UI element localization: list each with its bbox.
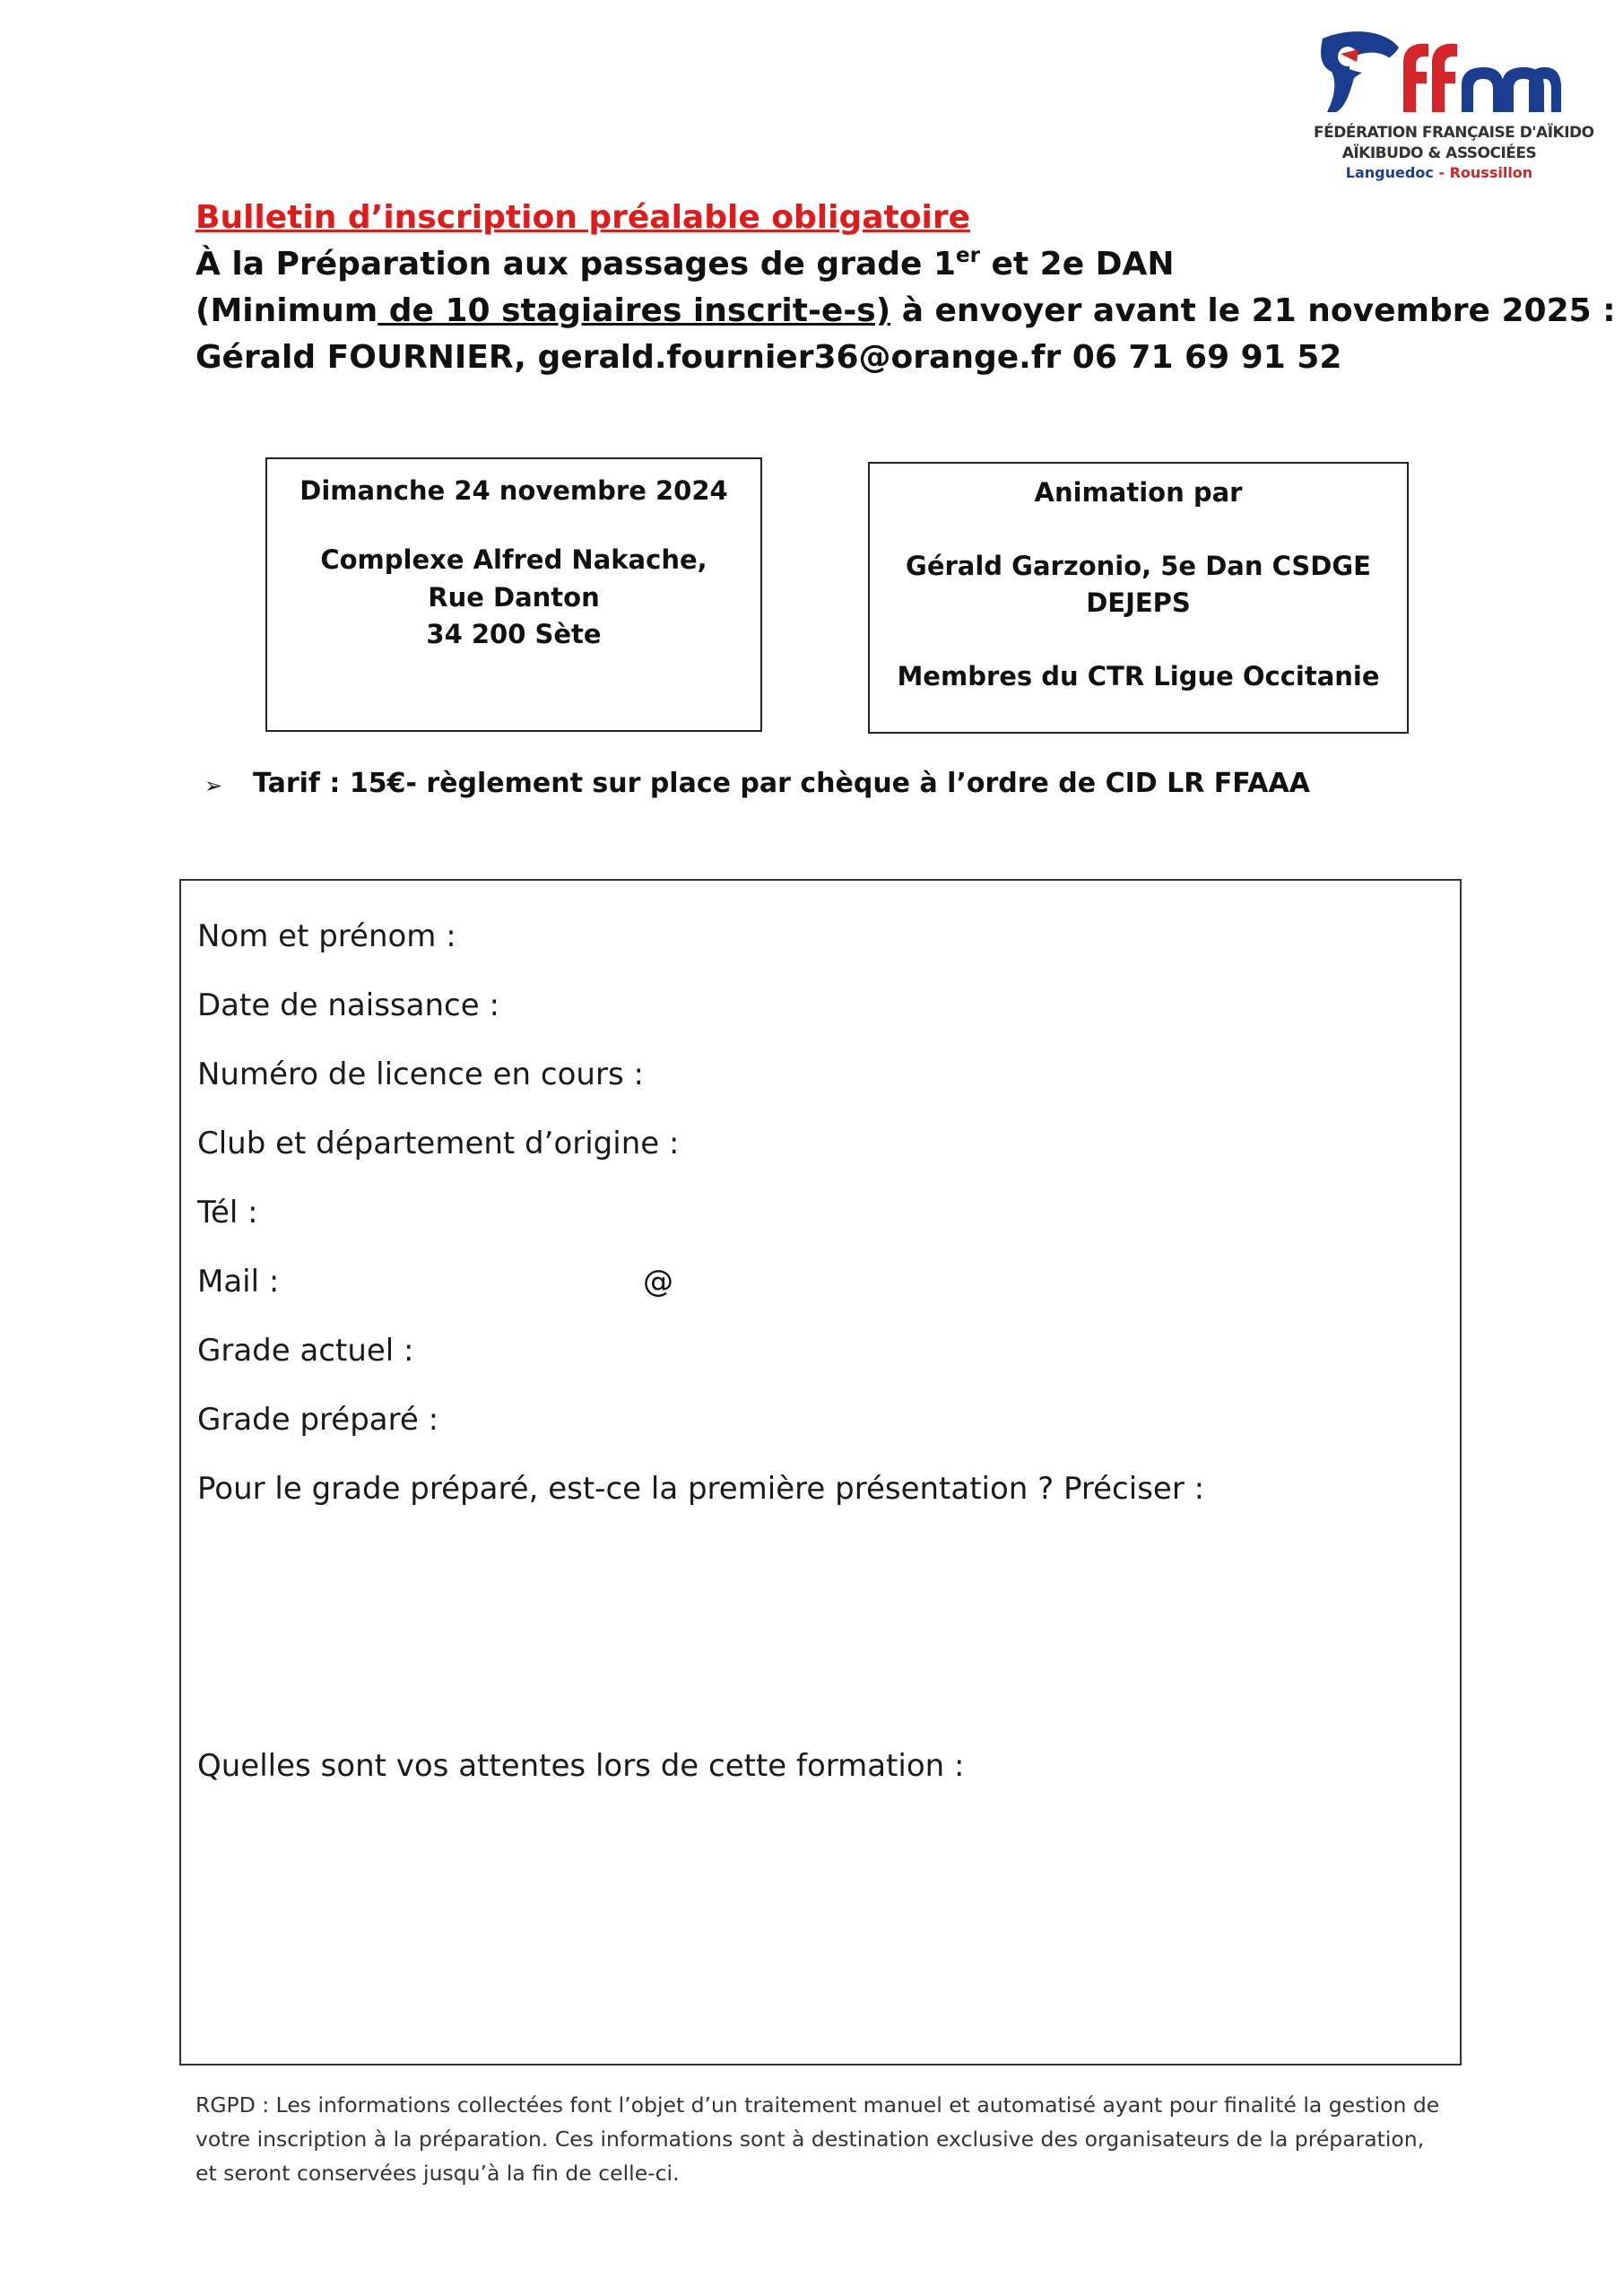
license-field-label[interactable]: Numéro de licence en cours : (197, 1057, 644, 1092)
birthdate-field-label[interactable]: Date de naissance : (197, 987, 499, 1023)
event-date: Dimanche 24 novembre 2024 (299, 475, 728, 506)
tarif-text: Tarif : 15€- règlement sur place par chèque à l’ordre de CID LR FFAAA (253, 768, 1310, 799)
name-field-label[interactable]: Nom et prénom : (197, 918, 456, 954)
logo-region-a: Languedoc (1345, 164, 1434, 181)
phone-field-label[interactable]: Tél : (197, 1195, 258, 1231)
header-line-2 (195, 246, 1175, 283)
logo-federation-name: FÉDÉRATION FRANÇAISE D'AÏKIDO (1314, 124, 1594, 142)
first-presentation-field-label[interactable]: Pour le grade préparé, est-ce la première présentation ? Préciser : (197, 1471, 1205, 1507)
header-line-2-sup: er (956, 244, 980, 267)
mail-field-label[interactable]: Mail : (197, 1264, 280, 1300)
header-line-2-text: À la Préparation aux passages de grade 1 (195, 246, 957, 283)
animation-diploma: DEJEPS (1086, 587, 1191, 618)
animation-info-box (868, 462, 1409, 734)
header-line-3-b: de 10 stagiaires inscrit-e-s) (378, 292, 891, 329)
logo-region (1314, 164, 1565, 181)
logo-region-b: - Roussillon (1433, 164, 1533, 181)
header-line-3 (195, 292, 1616, 329)
header-line-2-tail: et 2e DAN (979, 246, 1175, 283)
ffaaa-logo-mark (1314, 22, 1565, 126)
page-title: Bulletin d’inscription préalable obligatoire (195, 199, 970, 236)
event-venue: Complexe Alfred Nakache, (320, 544, 707, 575)
event-city: 34 200 Sète (426, 619, 602, 649)
arrow-bullet-icon: ➢ (204, 773, 223, 798)
header-line-3-a: (Minimum (195, 292, 378, 329)
ffaaa-logo (1314, 22, 1594, 188)
prepared-grade-field-label[interactable]: Grade préparé : (197, 1402, 439, 1438)
gdpr-notice: RGPD : Les informations collectées font l’objet d’un traitement manuel et automatisé ayant pour finalité la gestion de votre inscription à la préparation. Ces informations sont à destination exclusive des organisateurs de la préparation, et seront conservées jusqu’à la fin de celle-ci. (195, 2092, 1440, 2186)
club-field-label[interactable]: Club et département d’origine : (197, 1126, 680, 1161)
expectations-field-label[interactable]: Quelles sont vos attentes lors de cette formation : (197, 1748, 965, 1784)
current-grade-field-label[interactable]: Grade actuel : (197, 1333, 414, 1369)
contact-line: Gérald FOURNIER, gerald.fournier36@orange.fr 06 71 69 91 52 (195, 339, 1342, 376)
registration-form (179, 879, 1462, 2066)
event-street: Rue Danton (428, 582, 600, 613)
animation-instructor: Gérald Garzonio, 5e Dan CSDGE (906, 551, 1371, 581)
header-line-3-c: à envoyer avant le 21 novembre 2025 : (890, 292, 1616, 329)
mail-at-sign: @ (643, 1264, 673, 1300)
animation-heading: Animation par (1034, 477, 1243, 508)
animation-members: Membres du CTR Ligue Occitanie (897, 661, 1380, 691)
logo-associations: AÏKIBUDO & ASSOCIÉES (1341, 144, 1537, 162)
event-info-box (265, 457, 762, 732)
